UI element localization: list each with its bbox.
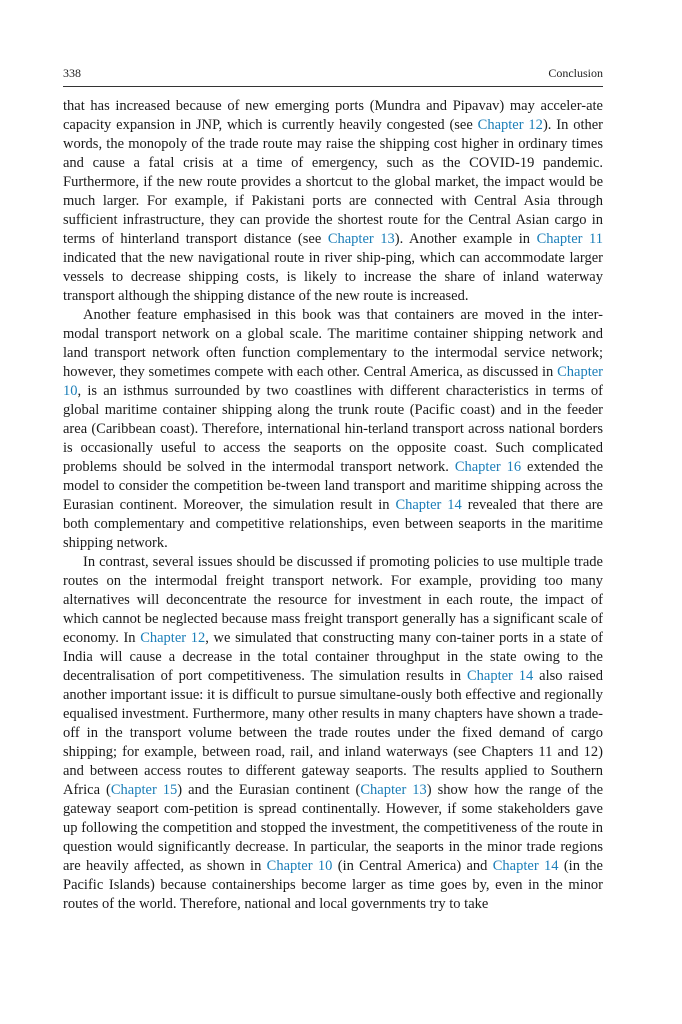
chapter-link[interactable]: Chapter 13 [327,231,395,247]
text-run: (in the Pacific Islands) because containerships become larger as time goes by, even in the minor routes of the world. Therefore, national and local governments try to take [63,858,603,912]
running-title: Conclusion [548,66,603,80]
text-run: also raised another important issue: it is difficult to pursue simultane-ously both effective and regionally equalised investment. Furthermore, many other results in many chapters have shown a trade-off in the transport volume between the trade routes under the fixed demand of cargo shipping; for example, between road, rail, and inland waterways (see Chapters 11 and 12) and between access routes to different gateway seaports. The results applied to Southern Africa ( [63,668,603,798]
text-run: (in Central America) and [332,858,493,874]
page-number: 338 [63,66,81,80]
text-run: , is an isthmus surrounded by two coastlines with different characteristics in terms of global maritime container shipping along the trunk route (Pacific coast) and in the feeder area (Caribbean coast). Therefore, international hin-terland transport across national borders is occasionally useful to access the seaports on the opposite coast. Such complicated problems should be solved in the intermodal transport network. [63,383,603,475]
header-rule [63,86,603,87]
chapter-link[interactable]: Chapter 12 [140,630,206,646]
text-run: In contrast, several issues should be discussed if promoting policies to use multiple trade routes on the intermodal freight transport network. For example, providing too many alternatives will deconcentrate the resource for investment in each route, the impact of which cannot be neglected because mass freight transport generally has a significant scale of economy. In [63,554,603,646]
paragraph [63,306,603,553]
chapter-link[interactable]: Chapter 12 [477,117,543,133]
chapter-link[interactable]: Chapter 11 [536,231,603,247]
text-run: ) and the Eurasian continent ( [177,782,361,798]
paragraph [63,97,603,306]
chapter-link[interactable]: Chapter 16 [454,459,522,475]
chapter-link[interactable]: Chapter 15 [110,782,178,798]
chapter-link[interactable]: Chapter 14 [492,858,559,874]
running-header [63,63,603,83]
text-run: , we simulated that constructing many con-tainer ports in a state of India will cause a decrease in the total container throughput in the state owing to the decentralisation of port competitiveness. The simulation results in [63,630,603,684]
text-run: indicated that the new navigational route in river ship-ping, which can accommodate larger vessels to decrease shipping costs, is likely to increase the share of inland waterway transport although the shipping distance of the new route is increased. [63,250,603,304]
text-run: Another feature emphasised in this book was that containers are moved in the inter-modal transport network on a global scale. The maritime container shipping network and land transport network often function complementary to the intermodal service network; however, they sometimes compete with each other. Central America, as discussed in [63,307,603,380]
text-run: ). Another example in [394,231,537,247]
text-run: ). In other words, the monopoly of the trade route may raise the shipping cost higher in ordinary times and cause a fatal crisis at a time of emergency, such as the COVID-19 pandemic. Furthermore, if the new route provides a shortcut to the global market, the impact would be much larger. For example, if Pakistani ports are connected with Central Asia through sufficient infrastructure, they can provide the shortest route for the Central Asian cargo in terms of hinterland transport distance (see [63,117,603,247]
paragraph [63,553,603,914]
chapter-link[interactable]: Chapter 10 [63,364,603,399]
chapter-link[interactable]: Chapter 13 [360,782,427,798]
chapter-link[interactable]: Chapter 14 [466,668,534,684]
text-run: ) show how the range of the gateway seaport com-petition is spread continentally. However, if some stakeholders gave up following the competition and stopped the investment, the competitiveness of the route in question would significantly decrease. In particular, the seaports in the minor trade regions are heavily affected, as shown in [63,782,604,874]
chapter-link[interactable]: Chapter 14 [395,497,462,513]
text-run: revealed that there are both complementary and competitive relationships, even between seaports in the maritime shipping network. [63,497,603,551]
text-run: extended the model to consider the competition be-tween land transport and maritime shipping across the Eurasian continent. Moreover, the simulation result in [63,459,604,513]
text-run: that has increased because of new emerging ports (Mundra and Pipavav) may acceler-ate capacity expansion in JNP, which is currently heavily congested (see [63,98,603,133]
chapter-link[interactable]: Chapter 10 [266,858,333,874]
body-text [63,97,603,914]
